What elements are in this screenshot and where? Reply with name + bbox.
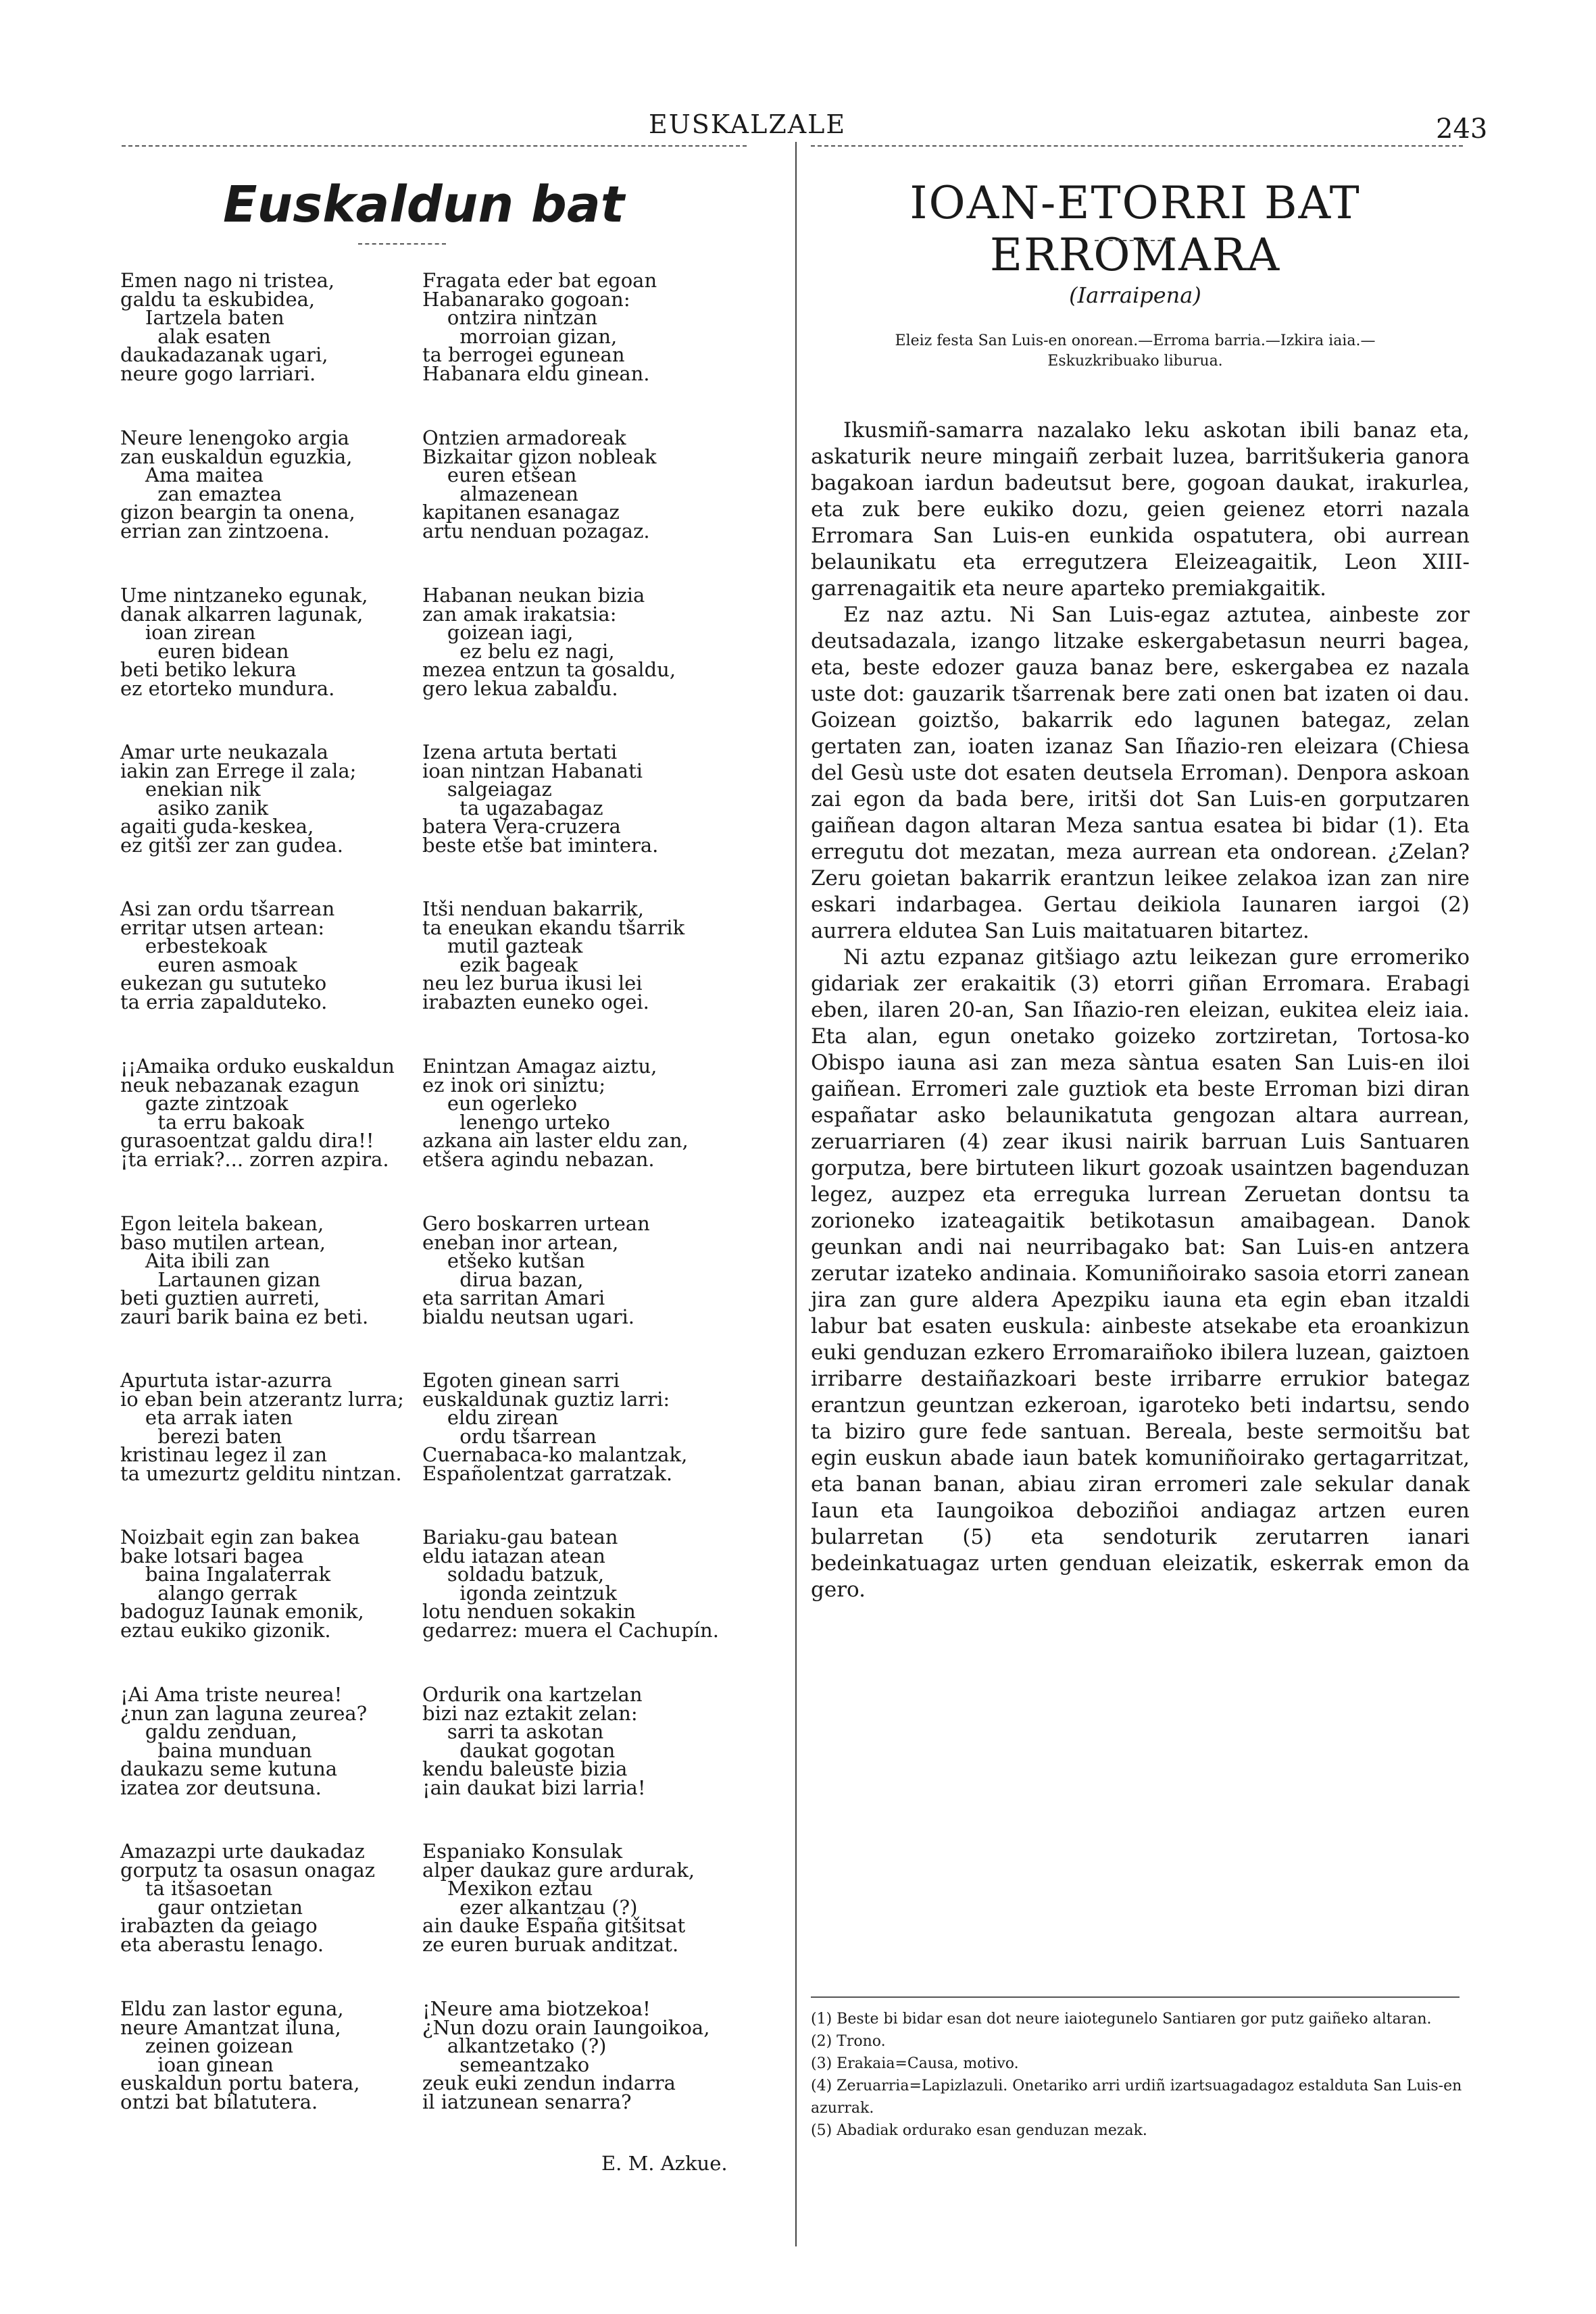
header-rule-right (811, 145, 1463, 147)
subheading-line: Eskuzkribuako liburua. (1047, 353, 1223, 370)
poem-stanza: Ume nintzaneko egunak, danak alkarren lagunak, ioan zirean euren bidean beti betiko lekura ez etorteko mundura. (120, 584, 368, 700)
poem-stanza: Noizbait egin zan bakea bake lotsari bagea baina Ingalaterrak alango gerrak badoguz Iaunak emonik, eztau eukiko gizonik. (120, 1526, 364, 1642)
footnote: (4) Zeruarria=Lapizlazuli. Onetariko arri urdiñ izartsuagadagoz estalduta San Luis-en azurrak. (811, 2078, 1462, 2117)
footnote: (3) Erakaia=Causa, motivo. (811, 2055, 1019, 2072)
poem-stanza: Habanan neukan bizia zan amak irakatsia: goizean iagi, ez belu ez nagi, mezea entzun ta gosaldu, gero lekua zabaldu. (422, 584, 676, 700)
poem-title: Euskaldun bat (223, 176, 625, 234)
footnote: (2) Trono. (811, 2033, 886, 2050)
poem-stanza: Bariaku-gau batean eldu iatazan atean soldadu batzuk, igonda zeintzuk lotu nenduen sokakin gedarrez: muera el Cachupín. (422, 1526, 719, 1642)
article-paragraph: Ikusmiñ-samarra nazalako leku askotan ibili banaz eta, askaturik neure mingaiñ zerbait luzea, barritšukeria ganora bagakoan iardun badeutsut bere, gogoan daukat, irakurlea, eta zuk bere eukiko dozu, geien geienez etorri nazala Erromara San Luis-en eunkida ospatutera, obi aurrean belaunikatu eta erregutzera Eleizeagaitik, Leon XIII-garrenagaitik eta neure aparteko premiakgaitik. (811, 418, 1470, 601)
header-rule-left (122, 145, 747, 147)
poem-title-rule (358, 243, 446, 245)
footnotes (811, 2008, 1470, 2142)
poem-stanza: Amar urte neukazala iakin zan Errege il zala; enekian nik asiko zanik agaiti guda-keskea, ez gitši zer zan gudea. (120, 740, 357, 857)
article-body (811, 418, 1470, 1603)
article-title-rule (1095, 240, 1176, 241)
footnote: (1) Beste bi bidar esan dot neure iaiotegunelo Santiaren gor putz gaiñeko altaran. (811, 2011, 1432, 2028)
poem-stanza: Eldu zan lastor eguna, neure Amantzat iluna, zeinen goizean ioan ginean euskaldun portu batera, ontzi bat bilatutera. (120, 1997, 360, 2113)
poem-stanza: Fragata eder bat egoan Habanarako gogoan: ontzira nintzan morroian gizan, ta berrogei egunean Habanara eldu ginean. (422, 269, 657, 385)
page-number: 243 (1436, 114, 1488, 145)
column-divider (795, 142, 797, 2246)
footnote-rule (811, 1996, 1460, 1998)
footnote: (5) Abadiak ordurako esan genduzan mezak. (811, 2122, 1147, 2139)
article-subtitle: (Iarraipena) (1069, 282, 1201, 308)
poem-stanza: ¡¡Amaika orduko euskaldun neuk nebazanak ezagun gazte zintzoak ta erru bakoak gurasoentzat galdu dira!! ¡ta erriak?... zorren azpira. (120, 1055, 395, 1171)
subheading-line: Eleiz festa San Luis-en onorean.—Erroma barria.—Izkira iaia.— (895, 332, 1376, 349)
poem-stanza: Emen nago ni tristea, galdu ta eskubidea, Iartzela baten alak esaten daukadazanak ugari, neure gogo larriari. (120, 269, 335, 385)
poem-stanza: Egon leitela bakean, baso mutilen artean, Aita ibili zan Lartaunen gizan beti guztien aurreti, zauri barik baina ez beti. (120, 1212, 369, 1328)
poem-stanza: Neure lenengoko argia zan euskaldun eguzkia, Ama maitea zan emaztea gizon beargin ta onena, errian zan zintzoena. (120, 426, 355, 543)
article-title: IOAN-ETORRI BAT ERROMARA (909, 177, 1361, 281)
poem-stanza: Gero boskarren urtean eneban inor artean, etšeko kutšan dirua bazan, eta sarritan Amari bialdu neutsan ugari. (422, 1212, 650, 1328)
poem-signature: E. M. Azkue. (601, 2152, 728, 2175)
poem-stanza: Amazazpi urte daukadaz gorputz ta osasun onagaz ta itšasoetan gaur ontzietan irabazten da geiago eta aberastu lenago. (120, 1840, 376, 1956)
article-paragraph: Ez naz aztu. Ni San Luis-egaz aztutea, ainbeste zor deutsadazala, izango litzake eskergabetasun neurri bagea, eta, beste edozer gauza banaz bere, eskergabea ez nazala uste dot: gauzarik tšarrenak bere zati onen bat izaten oi dau. Goizean goiztšo, bakarrik edo lagunen bategaz, zelan gertaten zan, ioaten izanaz San Iñazio-ren eleizara (Chiesa del Gesù uste dot esaten deutsela Erroman). Denpora askoan zai egon da bada bere, iritši dot San Luis-en gorputzaren gaiñean dagon altaran Meza santua esatea bi bidar (1). Eta erregutu dot mezatan, meza aurrean eta ondorean. ¿Zelan? Zeru goietan bakarrik erantzun leikee zelakoa izan zan nire eskari indarbagea. Gertau deikiola Iaunaren iargoi (2) aurrera eldutea San Luis maitatuaren bitartez. (811, 603, 1470, 943)
poem-stanza: Egoten ginean sarri euskaldunak guztiz larri: eldu zirean ordu tšarrean Cuernabaca-ko malantzak, Españolentzat garratzak. (422, 1369, 688, 1485)
poem-stanza: ¡Neure ama biotzekoa! ¿Nun dozu orain Iaungoikoa, alkantzetako (?) semeantzako zeuk euki zendun indarra il iatzunean senarra? (422, 1997, 710, 2113)
article-subheading (811, 331, 1460, 372)
running-title: EUSKALZALE (649, 109, 847, 139)
poem-stanza: Ordurik ona kartzelan bizi naz eztakit zelan: sarri ta askotan daukat gogotan kendu baleuste bizia ¡ain daukat bizi larria! (422, 1683, 646, 1799)
poem-stanza: Izena artuta bertati ioan nintzan Habanati salgeiagaz ta ugazabagaz batera Vera-cruzera beste etše bat imintera. (422, 740, 659, 857)
poem-stanza: Itši nenduan bakarrik, ta eneukan ekandu tšarrik mutil gazteak ezik bageak neu lez burua ikusi lei irabazten euneko ogei. (422, 897, 685, 1013)
article-paragraph: Ni aztu ezpanaz gitšiago aztu leikezan gure erromeriko gidariak zer erakaitik (3) etorri giñan Erromara. Erabagi eben, ilaren 20-an, San Iñazio-ren eleizan, eukitea eleiz iaia. Eta alan, egun onetako goizeko zortziretan, Tortosa-ko Obispo iauna asi zan meza sàntua esaten San Luis-en iloi gaiñean. Erromeri zale guztiok eta beste Erroman bizi diran españatar asko belaunikatuta gengozan altara aurrean, zeruarriaren (4) zear ikusi nairik barruan Luis Santuaren gorputza, bere birtuteen likurt gozoak usaintzen bagenduzan legez, auzpez eta erreguka lurrean Zeruetan dontsu ta zorioneko izateagaitik betikotasun amaibagean. Danok geunkan andi nai neurribagako bat: San Luis-en antzera zerutar izateko andinaia. Komuniñoirako sasoia etorri zanean jira zan gure aldera Apezpiku iauna eta egin eban itzaldi labur bat esaten euskula: ainbeste atsekabe eta eroankizun euki genduzan ezkero Erromaraiñoko ibilera luzean, gaiztoen irribarre destaiñazkoari beste irribarre errukior bategaz erantzun geuntzan ezkeroan, igaroteko beti indartsu, sendo ta biziro gure fede santuan. Berealа, beste sermoitšu bat egin euskun abade iaun batek komuniñoirako gertagarritzat, eta banan banan, abiau ziran erromeri zale sekular danak Iaun eta Iaungoikoa deboziñoi andiagaz artzen euren bularretan (5) eta sendoturik zerutarren ianari bedeinkatuagaz urten genduan eleizatik, eskerrak emon da gero. (811, 945, 1470, 1602)
poem-stanza: Ontzien armadoreak Bizkaitar gizon nobleak euren etšean almazenean kapitanen esanagaz artu nenduan pozagaz. (422, 426, 657, 543)
poem-stanza: ¡Ai Ama triste neurea! ¿nun zan laguna zeurea? galdu zenduan, baina munduan daukazu seme kutuna izatea zor deutsuna. (120, 1683, 368, 1799)
poem-stanza: Espaniako Konsulak alper daukaz gure ardurak, Mexikon eztau ezer alkantzau (?) ain dauke España gitšitsat ze euren buruak anditzat. (422, 1840, 695, 1956)
poem-stanza: Enintzan Amagaz aiztu, ez inok ori siniztu; eun ogerleko lenengo urteko azkana ain laster eldu zan, etšera agindu nebazan. (422, 1055, 689, 1171)
poem-stanza: Asi zan ordu tšarrean erritar utsen artean: erbestekoak euren asmoak eukezan gu sututeko ta erria zapalduteko. (120, 897, 335, 1013)
poem-stanza: Apurtuta istar-azurra io eban bein atzerantz lurra; eta arrak iaten berezi baten kristinau legez il zan ta umezurtz gelditu nintzan. (120, 1369, 404, 1485)
